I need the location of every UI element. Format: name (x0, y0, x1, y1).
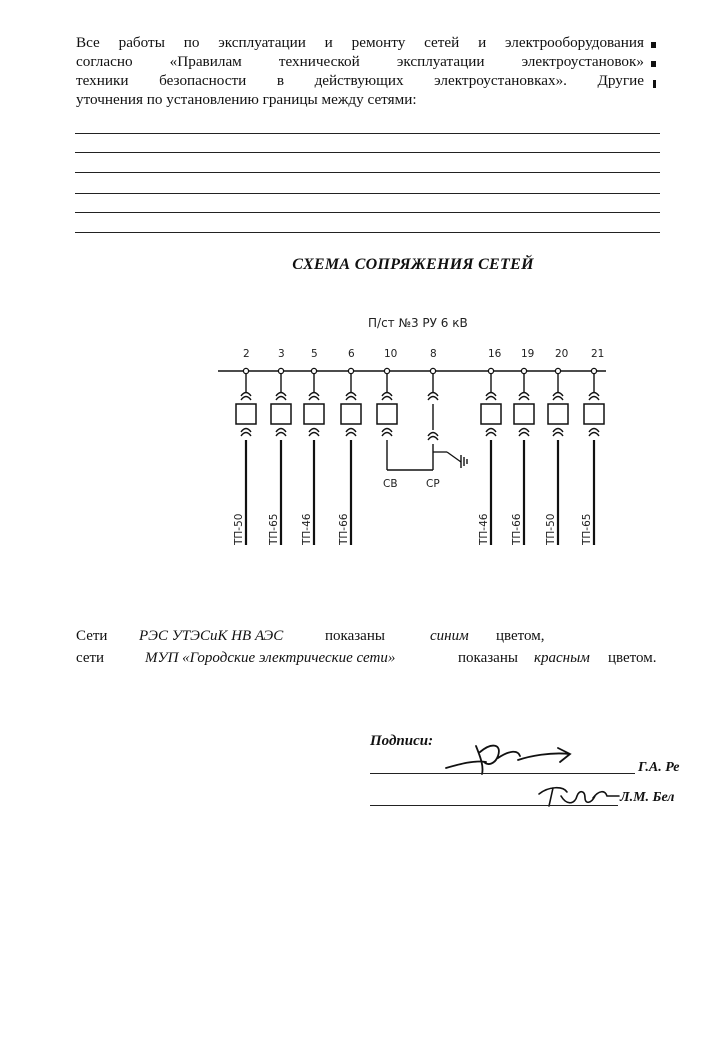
disconnector-symbol (346, 433, 356, 437)
switchgear-cells (233, 348, 604, 546)
disconnector-symbol (486, 397, 496, 401)
disconnector-symbol (553, 397, 563, 401)
disconnector-symbol (519, 429, 529, 433)
disconnector-symbol (553, 393, 563, 397)
disconnector-symbol (346, 393, 356, 397)
cell-number: 8 (430, 348, 437, 360)
cell-number: 10 (384, 348, 398, 360)
circuit-breaker (377, 404, 397, 424)
disconnector-symbol (276, 429, 286, 433)
disconnector-symbol (486, 393, 496, 397)
disconnector-symbol (553, 429, 563, 433)
circuit-breaker (481, 404, 501, 424)
circuit-breaker (304, 404, 324, 424)
disconnector-symbol (519, 397, 529, 401)
paragraph-line: согласно «Правилам технической эксплуатации электроустановок» (76, 53, 644, 70)
signatory-name: Л.М. Бел (620, 790, 675, 805)
coupler-label: СВ (383, 478, 398, 490)
cell-number: 16 (488, 348, 502, 360)
circuit-breaker (514, 404, 534, 424)
signatures-caption: Подписи: (370, 733, 434, 749)
disconnector-symbol (276, 393, 286, 397)
disconnector-symbol (241, 433, 251, 437)
legend-org: РЭС УТЭСиК НВ АЭС (139, 628, 284, 644)
legend-suffix: цветом. (608, 650, 657, 666)
disconnector-symbol (553, 433, 563, 437)
paragraph-line: Все работы по эксплуатации и ремонту сетей и электрооборудования (76, 34, 644, 51)
disconnector-symbol (309, 429, 319, 433)
cell-number: 2 (243, 348, 250, 360)
disconnector-symbol (382, 433, 392, 437)
circuit-breaker (236, 404, 256, 424)
disconnector-symbol (241, 429, 251, 433)
feeder-label: ТП-66 (511, 513, 523, 545)
cell-number: 21 (591, 348, 605, 360)
disconnector-symbol (241, 397, 251, 401)
legend-prefix: сети (76, 650, 105, 666)
feeder-label: ТП-46 (478, 513, 490, 545)
scheme-title: СХЕМА СОПРЯЖЕНИЯ СЕТЕЙ (292, 256, 534, 273)
signature-line (370, 773, 635, 774)
legend-prefix: Сети (76, 628, 108, 644)
disconnector-symbol (382, 429, 392, 433)
cell-number: 6 (348, 348, 355, 360)
disconnector-symbol (428, 437, 438, 441)
feeder-label: ТП-50 (545, 513, 557, 545)
legend-shown: показаны (458, 650, 518, 666)
feeder-label: ТП-50 (233, 513, 245, 545)
feeder-label: ТП-46 (301, 513, 313, 545)
disconnector-symbol (276, 397, 286, 401)
disconnector-symbol (519, 433, 529, 437)
disconnector-symbol (589, 429, 599, 433)
disconnector-symbol (309, 393, 319, 397)
bus-node (555, 368, 560, 373)
disconnector-symbol (346, 397, 356, 401)
disconnector-symbol (276, 433, 286, 437)
legend-color: красным (534, 650, 590, 666)
bus-node (348, 368, 353, 373)
signature-line (370, 805, 618, 806)
disconnector-symbol (309, 433, 319, 437)
disconnector-symbol (589, 397, 599, 401)
cell-number: 20 (555, 348, 569, 360)
disconnector-symbol (486, 429, 496, 433)
circuit-breaker (548, 404, 568, 424)
disconnector-symbol (428, 397, 438, 401)
handwritten-signature-1 (440, 738, 590, 778)
disconnector-symbol (589, 433, 599, 437)
disconnector-symbol (519, 393, 529, 397)
bus-node (278, 368, 283, 373)
signatory-name: Г.А. Ре (638, 760, 680, 775)
disconnector-symbol (486, 433, 496, 437)
bus-node (591, 368, 596, 373)
paragraph-line: уточнения по установлению границы между сетями: (76, 91, 417, 108)
legend-color: синим (430, 628, 469, 644)
bus-node (311, 368, 316, 373)
earthing-switch (447, 452, 461, 462)
feeder-label: ТП-65 (268, 513, 280, 545)
substation-label: П/ст №3 РУ 6 кВ (368, 316, 468, 330)
disconnector-symbol (428, 393, 438, 397)
bus-node (243, 368, 248, 373)
disconnector-symbol (346, 429, 356, 433)
circuit-breaker (584, 404, 604, 424)
circuit-breaker (271, 404, 291, 424)
legend-shown: показаны (325, 628, 385, 644)
cell-number: 5 (311, 348, 318, 360)
disconnector-symbol (382, 397, 392, 401)
bus-node (384, 368, 389, 373)
cell-number: 19 (521, 348, 535, 360)
bus-node (521, 368, 526, 373)
legend-suffix: цветом, (496, 628, 545, 644)
disconnector-symbol (309, 397, 319, 401)
bus-node (488, 368, 493, 373)
disconnector-symbol (382, 393, 392, 397)
feeder-label: ТП-65 (581, 513, 593, 545)
disconnector-symbol (589, 393, 599, 397)
disconnector-symbol (428, 433, 438, 437)
cell-number: 3 (278, 348, 285, 360)
disconnector-symbol (241, 393, 251, 397)
legend-org: МУП «Городские электрические сети» (145, 650, 396, 666)
coupler-label: СР (426, 478, 440, 490)
circuit-breaker (341, 404, 361, 424)
paragraph-line: техники безопасности в действующих электроустановках». Другие (76, 72, 644, 89)
bus-node (430, 368, 435, 373)
feeder-label: ТП-66 (338, 513, 350, 545)
